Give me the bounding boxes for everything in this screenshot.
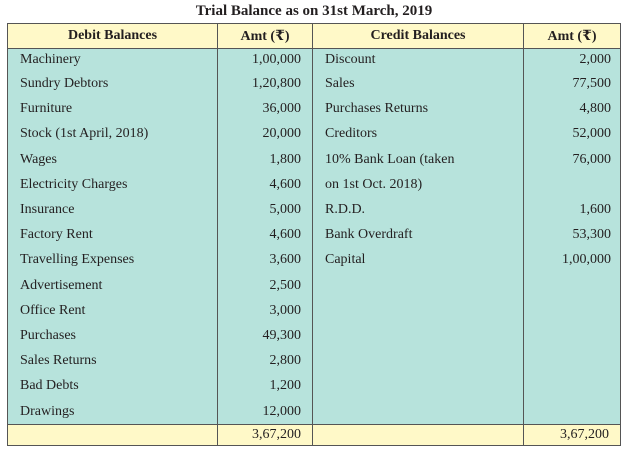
header-credit-balances: Credit Balances xyxy=(313,24,524,49)
table-row xyxy=(8,373,621,398)
debit-balance-name: Stock (1st April, 2018) xyxy=(8,121,218,146)
header-credit-amount: Amt (₹) xyxy=(524,24,621,49)
debit-balance-name: Machinery xyxy=(8,49,218,72)
credit-balance-amount xyxy=(524,298,621,323)
credit-balance-name xyxy=(313,348,524,373)
debit-balance-amount: 36,000 xyxy=(218,96,313,121)
debit-balance-amount: 1,200 xyxy=(218,373,313,398)
debit-balance-name: Electricity Charges xyxy=(8,172,218,197)
table-row xyxy=(8,197,621,222)
credit-balance-name: Bank Overdraft xyxy=(313,222,524,247)
debit-balance-amount: 1,00,000 xyxy=(218,49,313,72)
debit-balance-amount: 49,300 xyxy=(218,323,313,348)
credit-balance-amount: 1,00,000 xyxy=(524,247,621,272)
credit-balance-amount: 52,000 xyxy=(524,121,621,146)
trial-balance-table xyxy=(7,23,621,446)
table-title: Trial Balance as on 31st March, 2019 xyxy=(195,3,433,19)
debit-balance-name: Office Rent xyxy=(8,298,218,323)
table-row xyxy=(8,121,621,146)
debit-balance-name: Purchases xyxy=(8,323,218,348)
totals-row xyxy=(8,424,621,445)
debit-balance-name: Sales Returns xyxy=(8,348,218,373)
table-row xyxy=(8,172,621,197)
credit-balance-name xyxy=(313,373,524,398)
credit-balance-name: R.D.D. xyxy=(313,197,524,222)
table-row xyxy=(8,96,621,121)
table-row xyxy=(8,71,621,96)
debit-balance-amount: 2,500 xyxy=(218,273,313,298)
debit-balance-amount: 4,600 xyxy=(218,222,313,247)
table-row xyxy=(8,298,621,323)
credit-balance-amount: 77,500 xyxy=(524,71,621,96)
table-row xyxy=(8,273,621,298)
credit-balance-amount: 53,300 xyxy=(524,222,621,247)
debit-balance-name: Sundry Debtors xyxy=(8,71,218,96)
header-row xyxy=(8,24,621,49)
debit-balance-name: Bad Debts xyxy=(8,373,218,398)
table-row xyxy=(8,49,621,72)
credit-balance-name xyxy=(313,273,524,298)
credit-balance-name xyxy=(313,298,524,323)
table-row xyxy=(8,147,621,172)
table-row xyxy=(8,398,621,424)
debit-balance-name: Insurance xyxy=(8,197,218,222)
table-row xyxy=(8,222,621,247)
credit-balance-amount xyxy=(524,398,621,424)
credit-balance-name: Creditors xyxy=(313,121,524,146)
credit-balance-amount: 1,600 xyxy=(524,197,621,222)
total-credit-amount: 3,67,200 xyxy=(524,424,621,445)
debit-balance-name: Advertisement xyxy=(8,273,218,298)
table-row xyxy=(8,348,621,373)
debit-balance-amount: 5,000 xyxy=(218,197,313,222)
debit-balance-amount: 1,20,800 xyxy=(218,71,313,96)
credit-balance-name: Purchases Returns xyxy=(313,96,524,121)
header-debit-amount: Amt (₹) xyxy=(218,24,313,49)
debit-balance-name: Furniture xyxy=(8,96,218,121)
table-row xyxy=(8,323,621,348)
debit-balance-name: Drawings xyxy=(8,398,218,424)
credit-balance-name: Capital xyxy=(313,247,524,272)
credit-balance-name xyxy=(313,323,524,348)
credit-balance-name: on 1st Oct. 2018) xyxy=(313,172,524,197)
debit-balance-name: Travelling Expenses xyxy=(8,247,218,272)
credit-balance-amount xyxy=(524,172,621,197)
table-body xyxy=(8,49,621,425)
debit-balance-amount: 1,800 xyxy=(218,147,313,172)
credit-balance-name xyxy=(313,398,524,424)
credit-balance-amount xyxy=(524,348,621,373)
credit-balance-amount xyxy=(524,323,621,348)
debit-balance-amount: 3,000 xyxy=(218,298,313,323)
debit-balance-amount: 2,800 xyxy=(218,348,313,373)
debit-balance-amount: 12,000 xyxy=(218,398,313,424)
credit-balance-name: Discount xyxy=(313,49,524,72)
total-debit-spacer xyxy=(8,424,218,445)
credit-balance-name: Sales xyxy=(313,71,524,96)
credit-balance-amount: 2,000 xyxy=(524,49,621,72)
debit-balance-name: Factory Rent xyxy=(8,222,218,247)
total-credit-spacer xyxy=(313,424,524,445)
credit-balance-amount: 4,800 xyxy=(524,96,621,121)
debit-balance-amount: 20,000 xyxy=(218,121,313,146)
credit-balance-amount xyxy=(524,373,621,398)
table-row xyxy=(8,247,621,272)
credit-balance-amount xyxy=(524,273,621,298)
debit-balance-amount: 3,600 xyxy=(218,247,313,272)
total-debit-amount: 3,67,200 xyxy=(218,424,313,445)
debit-balance-amount: 4,600 xyxy=(218,172,313,197)
credit-balance-amount: 76,000 xyxy=(524,147,621,172)
credit-balance-name: 10% Bank Loan (taken xyxy=(313,147,524,172)
header-debit-balances: Debit Balances xyxy=(8,24,218,49)
debit-balance-name: Wages xyxy=(8,147,218,172)
